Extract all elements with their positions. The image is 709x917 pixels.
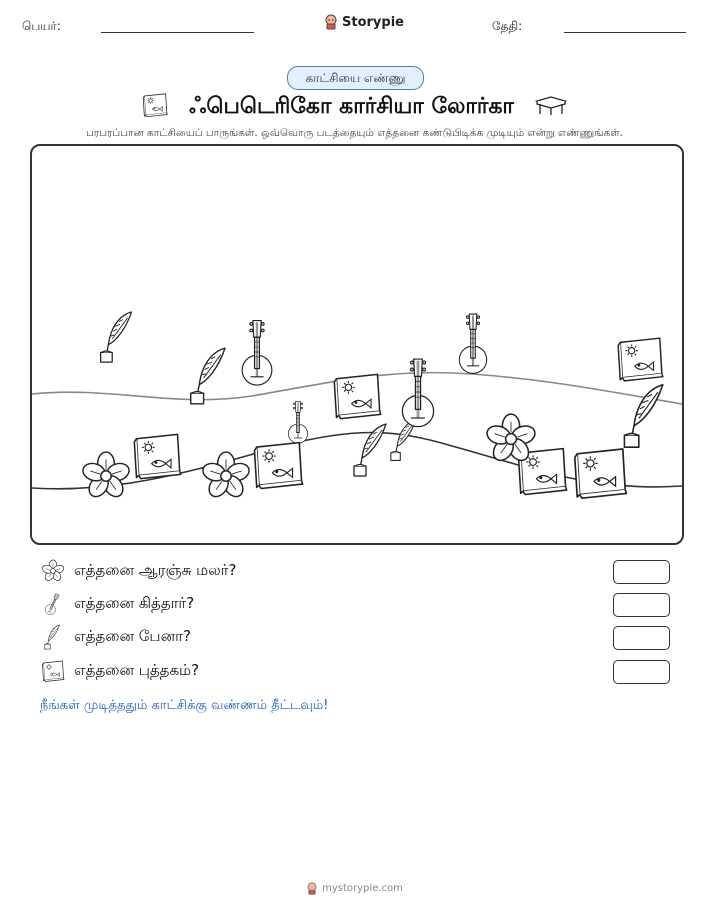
answer-box-pen[interactable] <box>613 626 670 650</box>
counting-scene <box>30 144 684 545</box>
question-text: எத்தனை கித்தார்? <box>74 594 195 612</box>
name-label: பெயர்: <box>22 19 61 33</box>
flower-icon <box>201 452 252 500</box>
quill-pen-icon <box>101 312 132 362</box>
name-line[interactable] <box>101 32 254 33</box>
quill-pen-icon <box>624 385 662 447</box>
flower-icon <box>81 452 132 500</box>
question-text: எத்தனை பேனா? <box>74 627 191 645</box>
scene-illustration <box>32 146 682 543</box>
answer-box-book[interactable] <box>613 660 670 684</box>
mascot-icon <box>306 882 318 895</box>
coloring-note: நீங்கள் முடித்ததும் காட்சிக்கு வண்ணம் தீட்டவும்! <box>40 698 329 713</box>
date-line[interactable] <box>564 32 686 33</box>
quill-pen-icon <box>40 624 66 650</box>
activity-tag: காட்சியை எண்ணு <box>287 66 424 90</box>
guitar-icon <box>459 314 486 373</box>
question-text: எத்தனை புத்தகம்? <box>74 661 200 679</box>
book-icon <box>141 92 169 118</box>
brand-name: Storypie <box>342 14 404 30</box>
question-row <box>40 558 236 584</box>
quill-pen-icon <box>191 348 225 404</box>
book-icon <box>334 374 380 418</box>
answer-box-guitar[interactable] <box>613 593 670 617</box>
book-icon <box>40 658 66 684</box>
book-icon <box>254 443 302 489</box>
brand-logo <box>324 14 404 30</box>
question-row <box>40 624 191 650</box>
footer <box>0 882 709 895</box>
question-text: எத்தனை ஆரஞ்சு மலர்? <box>74 561 237 579</box>
page-title <box>0 92 709 122</box>
flower-icon <box>40 558 66 584</box>
footer-url[interactable]: mystorypie.com <box>322 883 403 894</box>
page-title-text: ஃபெடெரிகோ கார்சியா லோர்கா <box>189 94 514 119</box>
guitar-icon <box>40 591 66 617</box>
book-icon <box>134 434 180 478</box>
book-icon <box>618 338 663 381</box>
date-label: தேதி: <box>492 19 523 33</box>
book-icon <box>575 449 627 498</box>
guitar-icon <box>242 321 272 385</box>
question-row <box>40 591 194 617</box>
answer-box-flower[interactable] <box>613 560 670 584</box>
mascot-icon <box>324 14 338 30</box>
question-row <box>40 658 199 684</box>
instructions: பரபரப்பான காட்சியைப் பாருங்கள். ஒவ்வொரு படத்தையும் எத்தனை கண்டுபிடிக்க முடியும் என்று எண்ணுங்கள். <box>85 127 624 139</box>
guitar-icon <box>288 402 307 444</box>
guitar-icon <box>402 359 433 427</box>
table-icon <box>534 95 568 117</box>
